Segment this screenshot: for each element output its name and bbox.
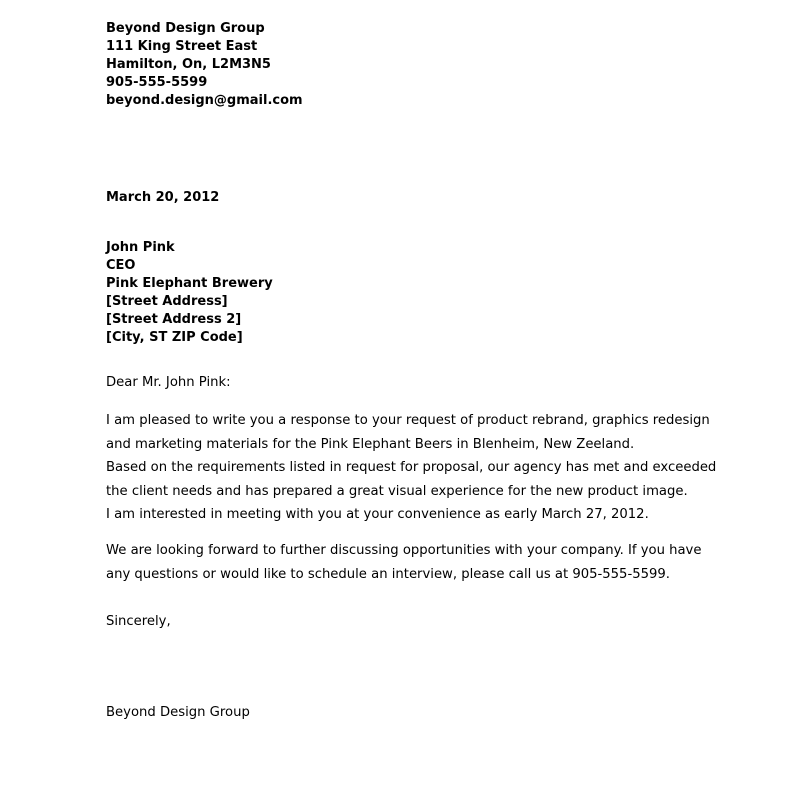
paragraph-line: We are looking forward to further discussing opportunities with your company. If you have bbox=[106, 543, 702, 558]
salutation: Dear Mr. John Pink: bbox=[106, 375, 231, 390]
closing-block bbox=[106, 612, 706, 632]
sender-street: 111 King Street East bbox=[106, 39, 258, 54]
body-paragraph-2 bbox=[106, 539, 706, 586]
letter-date-block bbox=[106, 189, 706, 207]
sender-company: Beyond Design Group bbox=[106, 21, 265, 36]
sender-phone: 905-555-5599 bbox=[106, 75, 208, 90]
sender-address-block bbox=[106, 20, 706, 110]
paragraph-line: Based on the requirements listed in request for proposal, our agency has met and exceeded bbox=[106, 460, 717, 475]
letter-date: March 20, 2012 bbox=[106, 190, 220, 205]
paragraph-line: any questions or would like to schedule an interview, please call us at 905-555-5599. bbox=[106, 566, 670, 582]
signature-block bbox=[106, 703, 706, 723]
sender-email: beyond.design@gmail.com bbox=[106, 93, 303, 108]
sender-city: Hamilton, On, L2M3N5 bbox=[106, 57, 271, 72]
closing: Sincerely, bbox=[106, 614, 171, 629]
recipient-name: John Pink bbox=[106, 240, 175, 255]
recipient-city: [City, ST ZIP Code] bbox=[106, 330, 243, 345]
recipient-address-block bbox=[106, 239, 706, 347]
salutation-block bbox=[106, 373, 706, 393]
recipient-title: CEO bbox=[106, 258, 136, 273]
paragraph-line: and marketing materials for the Pink Elephant Beers in Blenheim, New Zeeland. bbox=[106, 436, 635, 452]
paragraph-line: the client needs and has prepared a great visual experience for the new product image. bbox=[106, 483, 688, 499]
signature: Beyond Design Group bbox=[106, 705, 250, 720]
recipient-street: [Street Address] bbox=[106, 294, 228, 309]
recipient-street-2: [Street Address 2] bbox=[106, 312, 242, 327]
recipient-company: Pink Elephant Brewery bbox=[106, 276, 273, 291]
body-paragraph-1 bbox=[106, 409, 717, 527]
paragraph-line: I am pleased to write you a response to your request of product rebrand, graphics redesign bbox=[106, 413, 710, 428]
paragraph-line: I am interested in meeting with you at your convenience as early March 27, 2012. bbox=[106, 507, 649, 522]
